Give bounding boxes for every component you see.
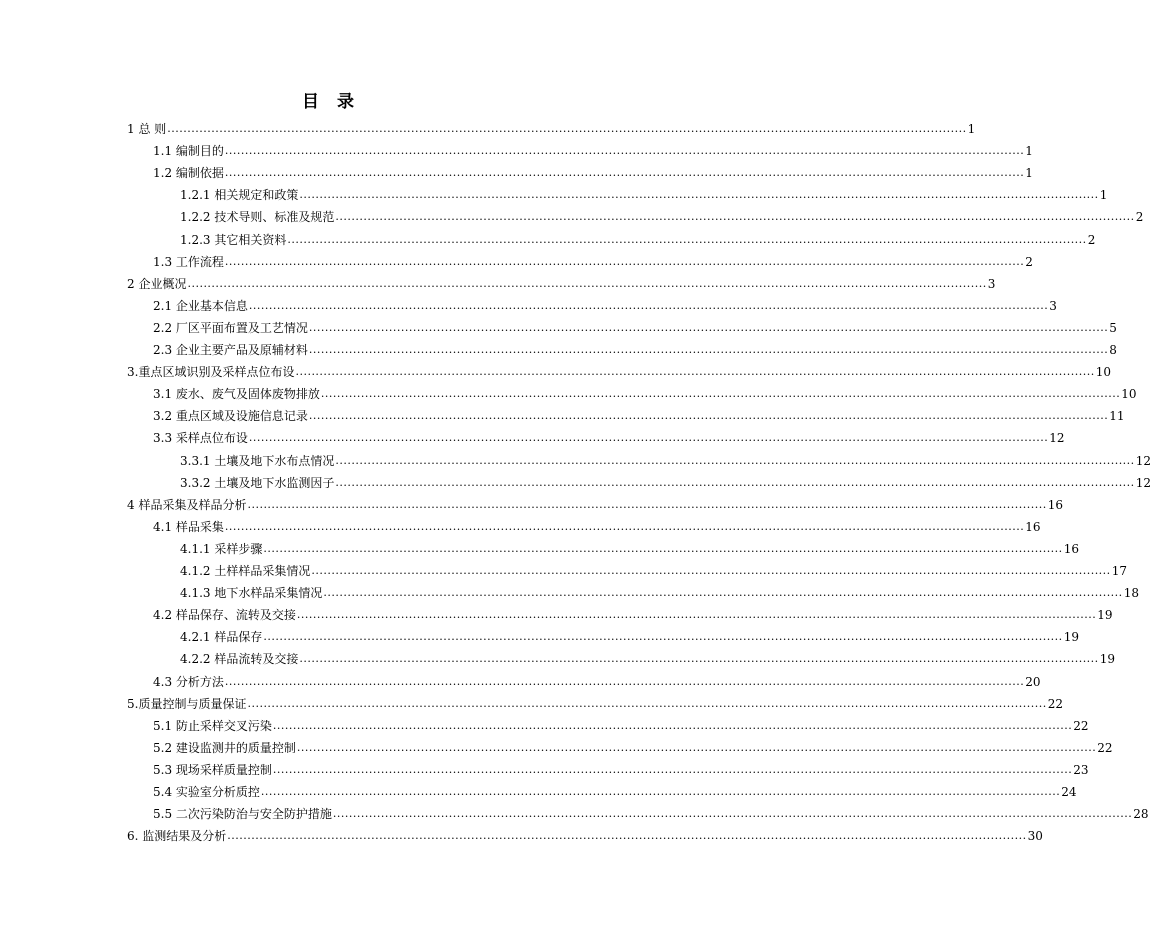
- toc-entry[interactable]: [153, 736, 1113, 756]
- toc-entry-label: 3.3.1 土壤及地下水布点情况: [180, 453, 335, 468]
- toc-entry[interactable]: [127, 493, 1064, 513]
- toc-leader-dots: ........................................................................................................................................................................................................: [308, 409, 1109, 423]
- toc-entry[interactable]: [180, 471, 1151, 491]
- toc-entry[interactable]: [153, 670, 1041, 690]
- toc-entry[interactable]: [127, 117, 976, 137]
- toc-leader-dots: ........................................................................................................................................................................................................: [308, 343, 1109, 356]
- toc-leader-dots: ........................................................................................................................................................................................................: [224, 166, 1025, 180]
- toc-entry-page: 16: [1063, 541, 1079, 556]
- toc-entry-label: 1.2.1 相关规定和政策: [180, 188, 299, 203]
- toc-entry[interactable]: [153, 780, 1077, 800]
- toc-entry[interactable]: [153, 426, 1065, 446]
- toc-entry-page: 12: [1135, 453, 1151, 468]
- toc-leader-dots: ........................................................................................................................................................................................................: [320, 387, 1121, 401]
- toc-entry-page: 16: [1025, 519, 1041, 534]
- toc-entry[interactable]: [127, 824, 1043, 844]
- toc-leader-dots: ........................................................................................................................................................................................................: [296, 608, 1097, 622]
- toc-leader-dots: ........................................................................................................................................................................................................: [248, 298, 1049, 312]
- toc-entry-label: 4 样品采集及样品分析: [127, 497, 247, 512]
- toc-entry[interactable]: [153, 404, 1125, 424]
- toc-entry[interactable]: [180, 449, 1151, 469]
- toc-entry-label: 5.5 二次污染防治与安全防护措施: [153, 807, 332, 822]
- toc-entry[interactable]: [153, 382, 1137, 402]
- toc-entry[interactable]: [153, 250, 1033, 270]
- toc-leader-dots: ........................................................................................................................................................................................................: [299, 188, 1099, 202]
- toc-entry-page: 22: [1073, 718, 1089, 733]
- toc-entry-page: 11: [1109, 409, 1125, 424]
- toc-entry[interactable]: [127, 360, 1112, 380]
- toc-leader-dots: ........................................................................................................................................................................................................: [248, 431, 1049, 445]
- toc-entry-label: 1.2.3 其它相关资料: [180, 232, 287, 247]
- toc-entry[interactable]: [180, 205, 1144, 225]
- toc-leader-dots: ........................................................................................................................................................................................................: [224, 674, 1025, 688]
- toc-entry-label: 1.2.2 技术导则、标准及规范: [180, 210, 335, 225]
- toc-entry-page: 2: [1025, 254, 1033, 269]
- toc-entry-page: 1: [1025, 144, 1033, 159]
- toc-leader-dots: ........................................................................................................................................................................................................: [287, 232, 1087, 246]
- toc-entry-label: 4.2.2 样品流转及交接: [180, 652, 299, 667]
- toc-leader-dots: ........................................................................................................................................................................................................: [167, 122, 967, 135]
- toc-entry[interactable]: [153, 316, 1117, 336]
- toc-entry-label: 2.2 厂区平面布置及工艺情况: [153, 320, 308, 335]
- toc-entry-page: 3: [987, 276, 996, 291]
- toc-leader-dots: ........................................................................................................................................................................................................: [335, 453, 1135, 467]
- toc-entry-page: 2: [1135, 210, 1144, 225]
- toc-leader-dots: ........................................................................................................................................................................................................: [323, 586, 1123, 600]
- toc-leader-dots: ........................................................................................................................................................................................................: [224, 254, 1025, 268]
- toc-leader-dots: ........................................................................................................................................................................................................: [335, 210, 1135, 224]
- toc-entry[interactable]: [180, 581, 1139, 601]
- toc-entry-label: 2 企业概况: [127, 276, 187, 291]
- toc-entry-page: 1: [1099, 188, 1108, 203]
- toc-entry-label: 2.1 企业基本信息: [153, 298, 248, 313]
- toc-entry-label: 3.3 采样点位布设: [153, 431, 248, 446]
- toc-leader-dots: ........................................................................................................................................................................................................: [247, 497, 1047, 511]
- toc-entry[interactable]: [180, 183, 1108, 203]
- toc-entry[interactable]: [180, 647, 1115, 667]
- toc-entry-page: 8: [1109, 343, 1117, 357]
- toc-entry[interactable]: [180, 559, 1127, 579]
- toc-leader-dots: ........................................................................................................................................................................................................: [263, 630, 1063, 644]
- toc-entry-page: 17: [1111, 564, 1127, 578]
- toc-entry[interactable]: [153, 338, 1117, 358]
- toc-entry-label: 3.1 废水、废气及固体废物排放: [153, 387, 320, 402]
- toc-leader-dots: ........................................................................................................................................................................................................: [187, 276, 987, 290]
- toc-entry[interactable]: [153, 294, 1057, 314]
- toc-entry[interactable]: [180, 537, 1079, 557]
- toc-entry-label: 4.1.3 地下水样品采集情况: [180, 586, 323, 601]
- toc-entry-page: 10: [1095, 365, 1112, 380]
- toc-entry-page: 22: [1097, 740, 1113, 755]
- toc-entry-label: 1 总 则: [127, 122, 167, 136]
- toc-entry-label: 4.2 样品保存、流转及交接: [153, 608, 296, 623]
- toc-entry[interactable]: [153, 802, 1149, 822]
- toc-leader-dots: ........................................................................................................................................................................................................: [224, 519, 1025, 533]
- toc-leader-dots: ........................................................................................................................................................................................................: [260, 785, 1061, 798]
- toc-entry-label: 4.1 样品采集: [153, 519, 224, 534]
- toc-entry-label: 4.1.1 采样步骤: [180, 541, 263, 556]
- toc-entry-label: 2.3 企业主要产品及原辅材料: [153, 343, 308, 357]
- toc-leader-dots: ........................................................................................................................................................................................................: [299, 652, 1099, 666]
- toc-leader-dots: ........................................................................................................................................................................................................: [224, 144, 1025, 158]
- toc-entry-label: 6. 监测结果及分析: [127, 829, 227, 844]
- toc-entry-page: 19: [1097, 608, 1113, 623]
- toc-entry-label: 3.2 重点区域及设施信息记录: [153, 409, 308, 424]
- toc-entry-page: 22: [1047, 696, 1064, 711]
- toc-entry[interactable]: [153, 139, 1033, 159]
- toc-leader-dots: ........................................................................................................................................................................................................: [272, 718, 1073, 732]
- toc-title: 目 录: [302, 92, 360, 112]
- toc-entry[interactable]: [153, 161, 1033, 181]
- toc-entry-label: 3.3.2 土壤及地下水监测因子: [180, 475, 335, 490]
- toc-entry-label: 1.1 编制目的: [153, 144, 224, 159]
- toc-entry-page: 12: [1049, 431, 1065, 446]
- toc-entry-page: 24: [1061, 785, 1077, 799]
- toc-entry[interactable]: [153, 603, 1113, 623]
- toc-entry-page: 5: [1109, 320, 1117, 335]
- toc-leader-dots: ........................................................................................................................................................................................................: [295, 365, 1095, 379]
- toc-entry-page: 30: [1027, 829, 1043, 844]
- toc-leader-dots: ........................................................................................................................................................................................................: [332, 807, 1133, 821]
- toc-leader-dots: ........................................................................................................................................................................................................: [247, 696, 1047, 710]
- toc-entry[interactable]: [153, 714, 1089, 734]
- toc-entry-label: 1.3 工作流程: [153, 254, 224, 269]
- toc-entry-label: 5.质量控制与质量保证: [127, 696, 247, 711]
- toc-entry-page: 12: [1135, 475, 1151, 490]
- toc-leader-dots: ........................................................................................................................................................................................................: [227, 829, 1027, 843]
- toc-entry-label: 5.1 防止采样交叉污染: [153, 718, 272, 733]
- toc-leader-dots: ........................................................................................................................................................................................................: [311, 564, 1111, 577]
- toc-entry[interactable]: [153, 758, 1089, 778]
- toc-entry[interactable]: [180, 625, 1079, 645]
- toc-entry-label: 3.重点区域识别及采样点位布设: [127, 365, 295, 380]
- toc-leader-dots: ........................................................................................................................................................................................................: [308, 320, 1109, 334]
- toc-entry[interactable]: [127, 272, 996, 292]
- toc-entry-label: 5.3 现场采样质量控制: [153, 762, 272, 777]
- toc-entry-label: 1.2 编制依据: [153, 166, 224, 181]
- toc-leader-dots: ........................................................................................................................................................................................................: [263, 541, 1063, 555]
- toc-entry-label: 4.2.1 样品保存: [180, 630, 263, 645]
- toc-entry-page: 19: [1099, 652, 1115, 667]
- toc-entry[interactable]: [180, 228, 1096, 248]
- toc-entry-page: 20: [1025, 674, 1041, 689]
- toc-entry-page: 2: [1087, 232, 1096, 247]
- toc-entry-page: 23: [1073, 762, 1089, 777]
- toc-entry[interactable]: [153, 515, 1041, 535]
- toc-entry-label: 5.2 建设监测井的质量控制: [153, 740, 296, 755]
- toc-entry-label: 4.3 分析方法: [153, 674, 224, 689]
- toc-entry-page: 3: [1049, 298, 1057, 313]
- toc-entry-page: 16: [1047, 497, 1064, 512]
- toc-entry-page: 19: [1063, 630, 1079, 645]
- toc-leader-dots: ........................................................................................................................................................................................................: [272, 762, 1073, 776]
- toc-entry[interactable]: [127, 692, 1064, 712]
- toc-entry-page: 1: [1025, 166, 1033, 181]
- toc-entry-page: 18: [1123, 586, 1139, 601]
- toc-entry-label: 5.4 实验室分析质控: [153, 785, 260, 799]
- toc-leader-dots: ........................................................................................................................................................................................................: [296, 740, 1097, 754]
- toc-entry-page: 1: [967, 122, 976, 136]
- toc-entry-page: 28: [1133, 807, 1149, 822]
- toc-leader-dots: ........................................................................................................................................................................................................: [335, 475, 1135, 489]
- toc-entry-page: 10: [1121, 387, 1137, 402]
- toc-entry-label: 4.1.2 土样样品采集情况: [180, 564, 311, 578]
